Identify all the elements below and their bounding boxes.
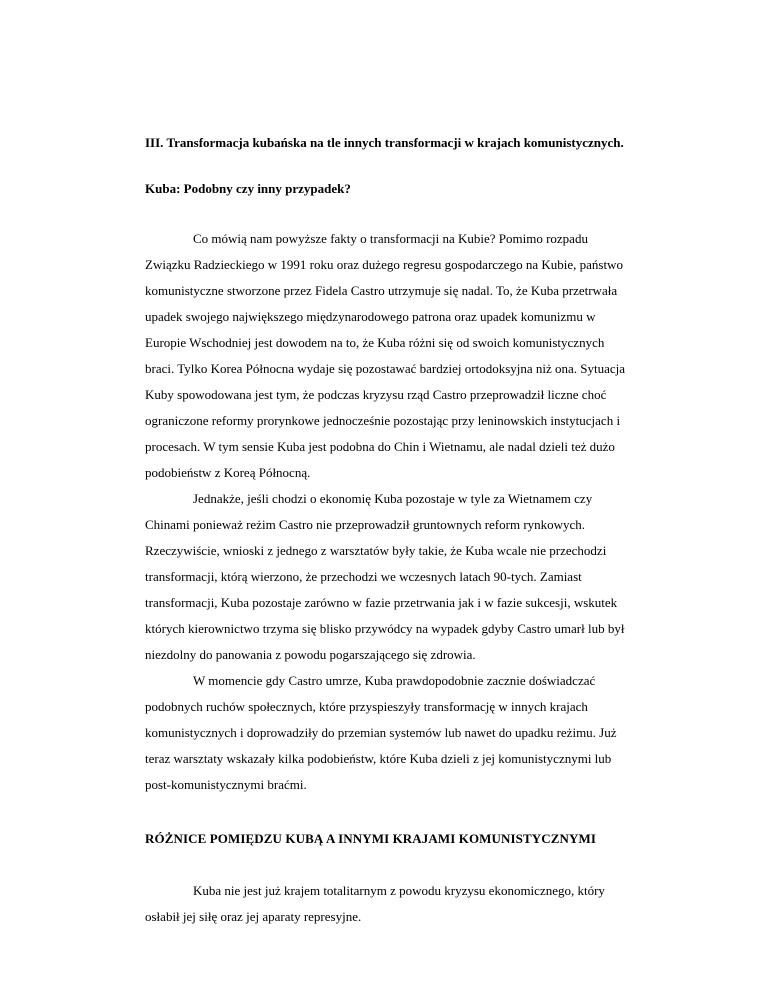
document-title: III. Transformacja kubańska na tle innych transformacji w krajach komunistycznych. [145, 135, 624, 150]
section-paragraph: Kuba nie jest już krajem totalitarnym z powodu kryzysu ekonomicznego, który osłabił jej siłę oraz jej aparaty represyjne. [145, 883, 605, 924]
document-subtitle: Kuba: Podobny czy inny przypadek? [145, 181, 351, 196]
paragraph-1: Co mówią nam powyższe fakty o transformacji na Kubie? Pomimo rozpadu Związku Radzieckiego w 1991 roku oraz dużego regresu gospodarczego na Kubie, państwo komunistyczne stworzone przez Fidela Castro utrzymuje się nadal. To, że Kuba przetrwała upadek swojego największego międzynarodowego patrona oraz upadek komunizmu w Europie Wschodniej jest dowodem na to, że Kuba różni się od swoich komunistycznych braci. Tylko Korea Północna wydaje się pozostawać bardziej ortodoksyjna niż ona. Sytuacja Kuby spowodowana jest tym, że podczas kryzysu rząd Castro przeprowadził liczne choć ograniczone reformy prorynkowe jednocześnie pozostając przy leninowskich instytucjach i procesach. W tym sensie Kuba jest podobna do Chin i Wietnamu, ale nadal dzieli też dużo podobieństw z Koreą Północną. [145, 231, 626, 480]
section-heading: RÓŻNICE POMIĘDZU KUBĄ A INNYMI KRAJAMI KOMUNISTYCZNYMI [145, 831, 597, 846]
paragraph-3: W momencie gdy Castro umrze, Kuba prawdopodobnie zacznie doświadczać podobnych ruchów społecznych, które przyspieszyły transformację w innych krajach komunistycznych i doprowadziły do przemian systemów lub nawet do upadku reżimu. Już teraz warsztaty wskazały kilka podobieństw, które Kuba dzieli z jej komunistycznymi lub post-komunistycznymi braćmi. [145, 673, 617, 792]
paragraph-2: Jednakże, jeśli chodzi o ekonomię Kuba pozostaje w tyle za Wietnamem czy Chinami ponieważ reżim Castro nie przeprowadził gruntownych reform rynkowych. Rzeczywiście, wnioski z jednego z warsztatów były takie, że Kuba wcale nie przechodzi transformacji, którą wierzono, że przechodzi we wczesnych latach 90-tych. Zamiast transformacji, Kuba pozostaje zarówno w fazie przetrwania jak i w fazie sukcesji, wskutek których kierownictwo trzyma się blisko przywódcy na wypadek gdyby Castro umarł lub był niezdolny do panowania z powodu pogarszającego się zdrowia. [145, 491, 625, 662]
